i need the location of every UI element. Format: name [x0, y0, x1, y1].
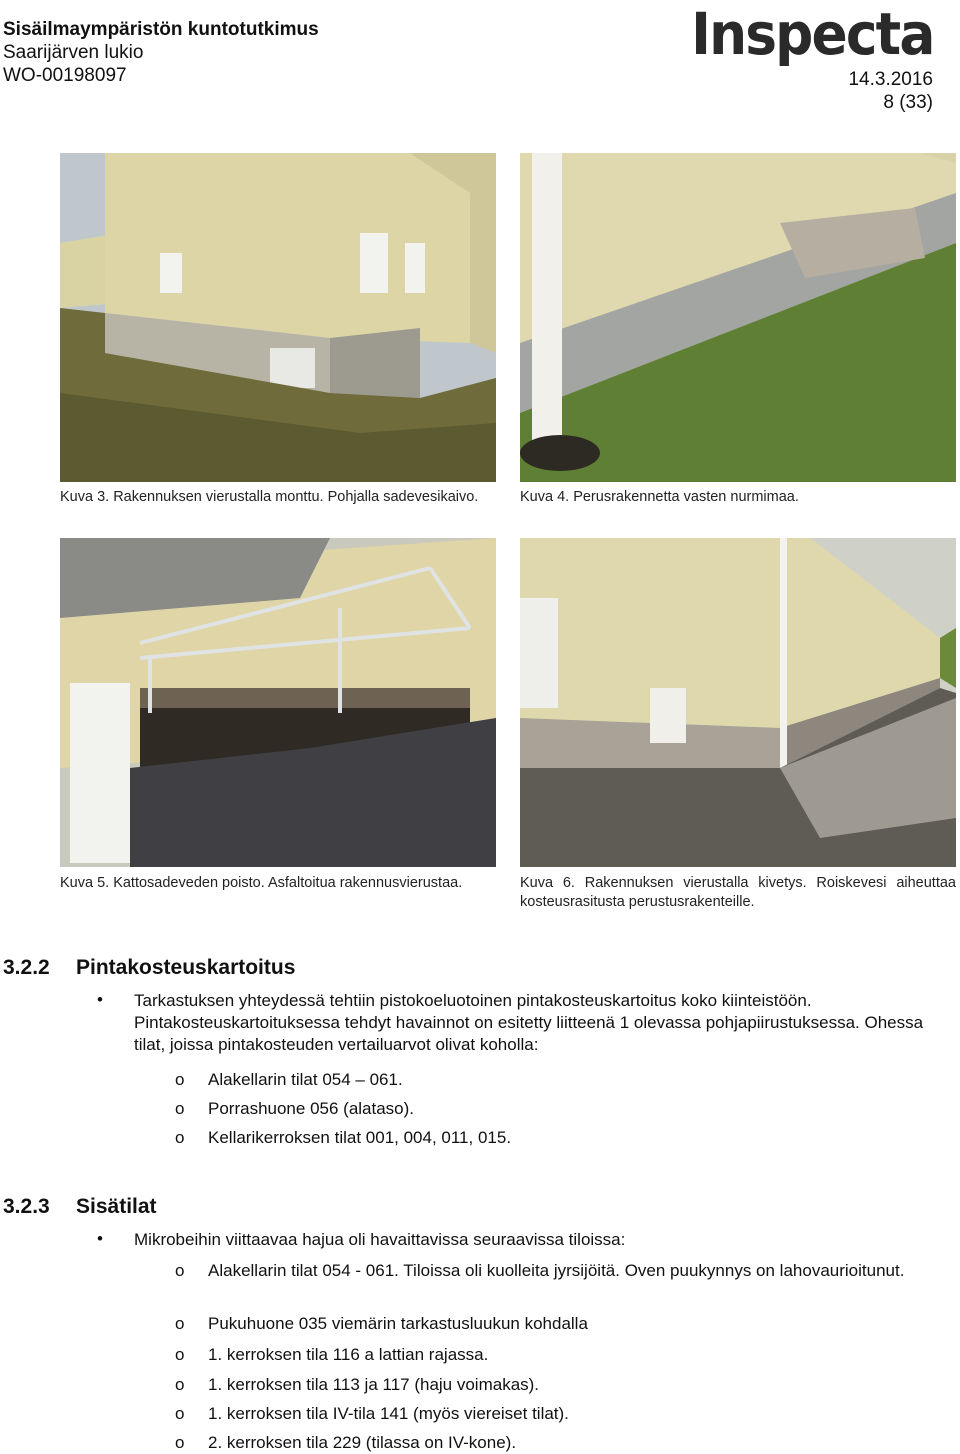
sub-bullet-marker: o [175, 1404, 185, 1423]
section-heading-3-2-2 [3, 956, 295, 980]
order-number: WO-00198097 [3, 65, 127, 86]
sub-bullet-marker: o [175, 1099, 185, 1118]
photo-kuva-4 [520, 153, 956, 482]
list-item-text: Alakellarin tilat 054 - 061. Tiloissa oli kuolleita jyrsijöitä. Oven puukynnys on lahovaurioitunut. [208, 1261, 905, 1280]
photo-kuva-3 [60, 153, 496, 482]
page-number: 8 (33) [883, 92, 933, 113]
list-item-text: 1. kerroksen tila 113 ja 117 (haju voimakas). [208, 1375, 540, 1394]
report-subtitle: Saarijärven lukio [3, 42, 144, 63]
caption-kuva-6: Kuva 6. Rakennuksen vierustalla kivetys. Roiskevesi aiheuttaa kosteusrasitusta perustusrakenteille. [520, 875, 956, 910]
photo-kuva-5 [60, 538, 496, 867]
section-heading-3-2-3 [3, 1195, 157, 1219]
list-item-text: 1. kerroksen tila 116 a lattian rajassa. [208, 1345, 489, 1364]
document-header [3, 18, 319, 87]
list-item-text: Alakellarin tilat 054 – 061. [208, 1070, 403, 1089]
caption-kuva-3: Kuva 3. Rakennuksen vierustalla monttu. Pohjalla sadevesikaivo. [60, 489, 479, 505]
report-date: 14.3.2016 [848, 69, 933, 90]
sub-bullet-marker: o [175, 1314, 185, 1333]
sub-bullet-marker: o [175, 1375, 185, 1394]
bullet-marker: • [97, 990, 103, 1009]
list-item-text: Porrashuone 056 (alataso). [208, 1099, 415, 1118]
list-item-text: Kellarikerroksen tilat 001, 004, 011, 015. [208, 1128, 512, 1147]
sub-bullet-marker: o [175, 1261, 185, 1280]
list-item-text: 2. kerroksen tila 229 (tilassa on IV-kone). [208, 1433, 517, 1452]
section-number: 3.2.2 [3, 956, 50, 979]
sub-bullet-marker: o [175, 1433, 185, 1452]
inspecta-logo: Inspecta [690, 0, 933, 68]
section-title: Pintakosteuskartoitus [76, 956, 296, 979]
section-title: Sisätilat [76, 1195, 157, 1218]
photo-kuva-6 [520, 538, 956, 867]
caption-kuva-5: Kuva 5. Kattosadeveden poisto. Asfaltoitua rakennusvierustaa. [60, 875, 463, 891]
section-paragraph: Mikrobeihin viittaavaa hajua oli havaittavissa seuraavissa tiloissa: [134, 1230, 626, 1249]
section-paragraph: Tarkastuksen yhteydessä tehtiin pistokoeluotoinen pintakosteuskartoitus koko kiinteistöön. Pintakosteuskartoituksessa tehdyt havainnot on esitetty liitteenä 1 olevassa pohjapiirustuksessa. Ohessa tilat, joissa pintakosteuden vertailuarvot olivat koholla: [134, 991, 924, 1054]
list-item-text: 1. kerroksen tila IV-tila 141 (myös viereiset tilat). [208, 1404, 569, 1423]
sub-bullet-marker: o [175, 1128, 185, 1147]
sub-bullet-marker: o [175, 1345, 185, 1364]
section-number: 3.2.3 [3, 1195, 50, 1218]
caption-kuva-4: Kuva 4. Perusrakennetta vasten nurmimaa. [520, 489, 799, 505]
report-title: Sisäilmaympäristön kuntotutkimus [3, 19, 319, 40]
sub-bullet-marker: o [175, 1070, 185, 1089]
list-item-text: Pukuhuone 035 viemärin tarkastusluukun kohdalla [208, 1314, 588, 1333]
bullet-marker: • [97, 1229, 103, 1248]
